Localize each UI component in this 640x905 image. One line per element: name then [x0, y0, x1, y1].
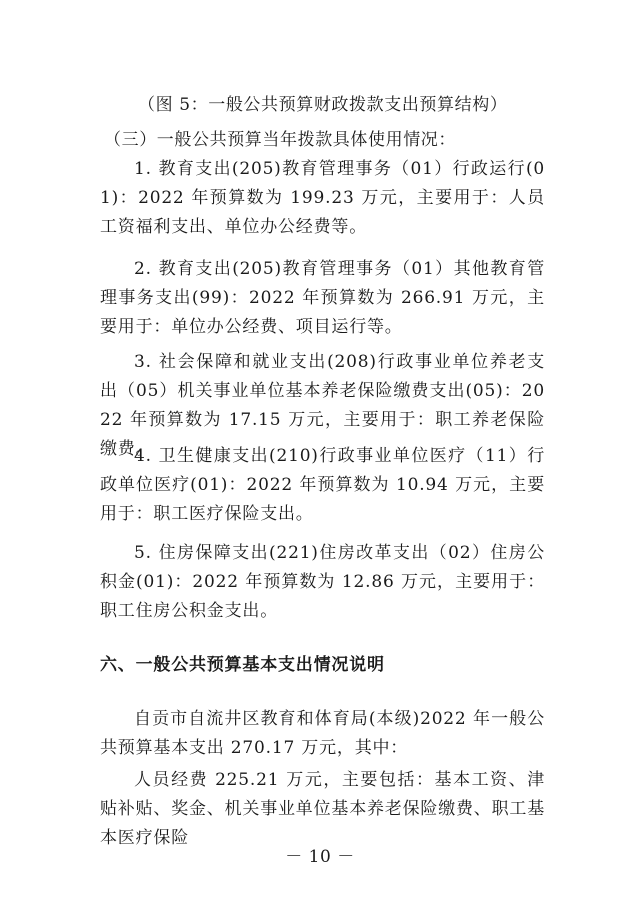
list-item: 1. 教育支出(205)教育管理事务（01）行政运行(01)：2022 年预算数为 199.23 万元，主要用于：人员工资福利支出、单位办公经费等。	[100, 159, 545, 237]
list-item: 2. 教育支出(205)教育管理事务（01）其他教育管理事务支出(99)：2022 年预算数为 266.91 万元，主要用于：单位办公经费、项目运行等。	[100, 259, 545, 337]
list-item: 5. 住房保障支出(221)住房改革支出（02）住房公积金(01)：2022 年预算数为 12.86 万元，主要用于：职工住房公积金支出。	[100, 543, 545, 621]
figure-caption: （图 5：一般公共预算财政拨款支出预算结构）	[138, 95, 508, 115]
body-paragraph: 自贡市自流井区教育和体育局(本级)2022 年一般公共预算基本支出 270.17 万元，其中：	[100, 709, 545, 758]
subsection-title: （三）一般公共预算当年拨款具体使用情况：	[104, 130, 456, 150]
body-paragraph: 人员经费 225.21 万元，主要包括：基本工资、津贴补贴、奖金、机关事业单位基本养老保险缴费、职工基本医疗保险	[100, 770, 545, 848]
list-item: 3. 社会保障和就业支出(208)行政事业单位养老支出（05）机关事业单位基本养老保险缴费支出(05)：2022 年预算数为 17.15 万元，主要用于：职工养老保险缴费。	[100, 352, 545, 459]
list-item: 4. 卫生健康支出(210)行政事业单位医疗（11）行政单位医疗(01)：2022 年预算数为 10.94 万元，主要用于：职工医疗保险支出。	[100, 446, 545, 524]
page-number: － 10 －	[285, 847, 355, 867]
section-heading: 六、一般公共预算基本支出情况说明	[100, 655, 385, 675]
